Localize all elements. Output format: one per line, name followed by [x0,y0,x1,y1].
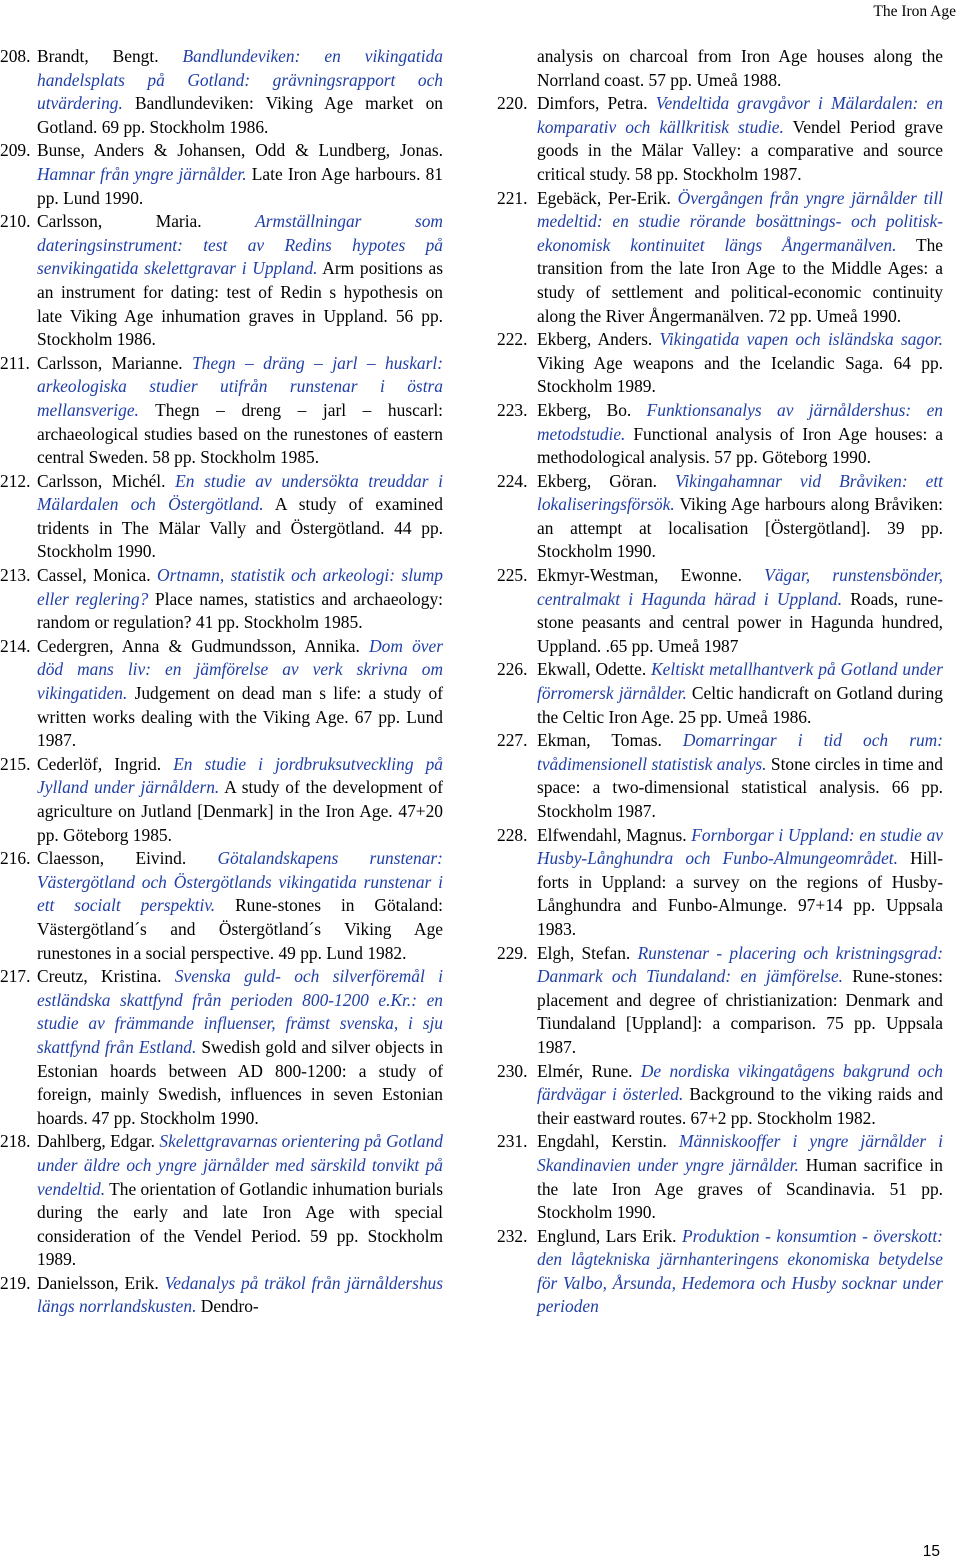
bibliography-entry [497,564,943,658]
entry-author: Cedergren, Anna & Gudmundsson, Annika. [37,635,360,656]
entry-translation: Human sacrifice in the late Iron Age graves of Scandinavia. 51 pp. Stockholm 1990. [537,1154,943,1223]
entry-title: Vendeltida gravgåvor i Mälardalen: en komparativ och källkritisk studie. [537,93,943,137]
entry-number: 212. [0,470,31,491]
continued-entry [497,45,943,92]
entry-title: Armställningar som dateringsinstrument: test av Redins hypotes på senvikingatida skelettgravar i Uppland. [37,211,443,279]
entry-body [37,1272,443,1319]
entry-translation: Late Iron Age harbours. 81 pp. Lund 1990. [37,163,443,208]
bibliography-entry [497,1060,943,1131]
entry-body [537,328,943,399]
entry-number: 216. [0,848,31,869]
entry-body [537,187,943,329]
bibliography-entry [0,965,443,1130]
entry-author: Ekberg, Göran. [537,470,658,491]
entry-body [37,753,443,847]
entry-translation: Bandlundeviken: Viking Age market on Gotland. 69 pp. Stockholm 1986. [37,93,443,137]
bibliography-entry [497,1130,943,1224]
right-column [497,45,943,1319]
entry-title: Thegn – dräng – jarl – huskarl: arkeologiska studier utifrån runstenar i östra mellansverige. [37,352,443,420]
entry-body [537,1225,943,1319]
entry-body [537,824,943,942]
entry-author: Brandt, Bengt. [37,46,159,66]
entry-number: 214. [0,635,31,656]
entry-body [537,470,943,564]
entry-number: 225. [497,565,528,586]
bibliography-entry [497,729,943,823]
entry-title: Bandlundeviken: en vikingatida handelsplats på Gotland: grävningsrapport och utvärdering. [37,46,443,114]
running-head: The Iron Age [873,3,956,20]
entry-translation: Celtic handicraft on Gotland during the Celtic Iron Age. 25 pp. Umeå 1986. [537,683,943,727]
entry-number: 228. [497,824,528,845]
entry-author: Elfwendahl, Magnus. [537,824,687,845]
entry-body [537,92,943,186]
entry-author: Englund, Lars Erik. [537,1225,677,1246]
entry-body [37,1130,443,1272]
entry-title: Övergången från yngre järnålder till medeltid: en studie rörande bosättnings- och politisk-ekonomisk kontinuitet längs Ångermanälven. [537,187,943,255]
entry-author: Cassel, Monica. [37,565,151,586]
bibliography-entry [0,470,443,564]
entry-title: Hamnar från yngre järnålder. [37,163,247,184]
entry-body [537,1060,943,1131]
entry-title: Fornborgar i Uppland: en studie av Husby-Långhundra och Funbo-Almungeområdet. [537,824,943,869]
bibliography-entry [497,470,943,564]
left-column [0,45,443,1319]
entry-title: Vikingatida vapen och isländska sagor. [659,329,943,350]
bibliography-entry [497,824,943,942]
bibliography-entry [0,45,443,139]
entry-title: Runstenar - placering och kristningsgrad: Danmark och Tiundaland: en jämförelse. [537,942,943,987]
bibliography-entry [0,1272,443,1319]
entry-body [37,470,443,564]
entry-number: 210. [0,211,31,232]
entry-translation: A study of examined tridents in The Mälar Vally and Östergötland. 44 pp. Stockholm 1990. [37,494,444,562]
entry-author: Ekman, Tomas. [537,730,662,751]
entry-number: 209. [0,140,31,161]
entry-body [537,564,943,658]
entry-body [537,1130,943,1224]
entry-body [537,658,943,729]
entry-translation: A study of the development of agriculture on Jutland [Denmark] in the Iron Age. 47+20 pp. Göteborg 1985. [37,777,443,845]
entry-author: Creutz, Kristina. [37,966,162,987]
entry-author: Dahlberg, Edgar. [37,1131,156,1152]
page-number: 15 [922,1543,940,1560]
entry-title: Vägar, runstensbönder, centralmakt i Hagunda härad i Uppland. [537,565,943,609]
bibliography-entry [497,942,943,1060]
entry-title: Götalandskapens runstenar: Västergötland och Östergötlands vikingatida runstenar i ett socialt perspektiv. [37,848,443,916]
entry-title: En studie i jordbruksutveckling på Jylland under järnåldern. [37,753,443,798]
entry-body [537,399,943,470]
entry-author: Dimfors, Petra. [537,93,648,114]
entry-author: Claesson, Eivind. [37,848,187,869]
bibliography-entry [0,210,443,352]
entry-body [37,210,443,352]
entry-translation: Hill-forts in Uppland: a survey on the regions of Husby-Långhundra and Funbo-Almunge. 97+14 pp. Uppsala 1983. [537,848,943,939]
bibliography-entry [0,564,443,635]
entry-translation: Rune-stones: placement and degree of christianization: Denmark and Tiundaland [Uppland]: a comparison. 75 pp. Uppsala 1987. [537,966,943,1057]
entry-number: 230. [497,1060,528,1081]
bibliography-entry [0,352,443,470]
entry-title: Domarringar i tid och rum: tvådimensionell statistisk analys. [537,730,944,774]
entry-number: 223. [497,399,528,420]
bibliography-entry [497,658,943,729]
entry-number: 232. [497,1225,528,1246]
entry-number: 224. [497,470,528,491]
entry-translation: Judgement on dead man s life: a study of written works dealing with the Viking Age. 67 pp. Lund 1987. [37,683,443,751]
entry-translation: Background to the viking raids and their eastward routes. 67+2 pp. Stockholm 1982. [537,1084,943,1128]
entry-author: Ekberg, Anders. [537,329,653,350]
entry-number: 220. [497,93,528,114]
entry-translation: Arm positions as an instrument for dating: test of Redin s hypothesis on late Viking Age inhumation graves in Uppland. 56 pp. Stockholm 1986. [37,258,443,350]
entry-number: 229. [497,942,528,963]
entry-number: 213. [0,565,31,586]
entry-translation: Dendro- [200,1296,259,1317]
entry-translation: Thegn – dreng – jarl – huscarl: archaeological studies based on the runestones of eastern central Sweden. 58 pp. Stockholm 1985. [37,399,443,468]
entry-title: Vedanalys på träkol från järnåldershus längs norrlandskusten. [37,1272,444,1317]
entry-number: 221. [497,187,528,208]
entry-author: Cederlöf, Ingrid. [37,753,162,774]
bibliography-entry [0,139,443,210]
entry-title: De nordiska vikingatågens bakgrund och färdvägar i österled. [537,1060,944,1105]
entry-title: Vikingahamnar vid Bråviken: ett lokaliseringsförsök. [537,470,943,515]
entry-translation: Place names, statistics and archaeology: random or regulation? 41 pp. Stockholm 1985. [37,588,443,633]
entry-title: Funktionsanalys av järnåldershus: en metodstudie. [537,399,944,444]
entry-author: Elmér, Rune. [537,1060,633,1081]
bibliography-entry [0,635,443,753]
entry-translation: Swedish gold and silver objects in Estonian hoards between AD 800-1200: a study of foreign, mainly Swedish, influences in seven Estonian hoards. 47 pp. Stockholm 1990. [37,1036,443,1128]
entry-title: En studie av undersökta treuddar i Mälardalen och Östergötland. [37,470,443,515]
entry-translation: Functional analysis of Iron Age houses: a methodological analysis. 57 pp. Göteborg 1990. [537,423,943,468]
entry-title: Människooffer i yngre järnålder i Skandinavien under yngre järnålder. [537,1131,943,1175]
entry-title: Dom över död mans liv: en jämförelse av verk skrivna om vikingatiden. [37,635,443,704]
entry-translation: Stone circles in time and space: a two-dimensional statistical analysis. 66 pp. Stockholm 1987. [537,753,943,821]
bibliography-entry [497,1225,943,1319]
entry-body [37,965,443,1130]
entry-author: Danielsson, Erik. [37,1272,159,1293]
bibliography-entry [497,399,943,470]
entry-author: Carlsson, Michél. [37,470,166,491]
entry-title: Produktion - konsumtion - överskott: den lågtekniska järnhanteringens ekonomiska betydelse för Valbo, Årsunda, Hedemora och Husby socknar under perioden [537,1225,943,1317]
entry-translation: Rune-stones in Götaland: Västergötland´s and Östergötland´s Viking Age runestones in a social perspective. 49 pp. Lund 1982. [37,895,443,963]
entry-body [37,352,443,470]
entry-translation: The orientation of Gotlandic inhumation burials during the early and late Iron Age with special consideration of the Vendel Period. 59 pp. Stockholm 1989. [37,1178,443,1270]
entry-author: Bunse, Anders & Johansen, Odd & Lundberg, Jonas. [37,140,443,161]
entry-title: Keltiskt metallhantverk på Gotland under förromersk järnålder. [537,659,943,704]
entry-number: 227. [497,730,528,751]
continued-text: analysis on charcoal from Iron Age houses along the Norrland coast. 57 pp. Umeå 1988. [537,46,943,90]
entry-body [537,942,943,1060]
entry-body [37,45,443,139]
entry-author: Engdahl, Kerstin. [537,1131,667,1152]
entry-number: 215. [0,753,31,774]
entry-body [37,564,443,635]
entry-number: 231. [497,1131,528,1152]
entry-author: Egebäck, Per-Erik. [537,187,671,208]
entry-author: Carlsson, Marianne. [37,352,183,373]
entry-translation: Vendel Period grave goods in the Mälar Valley: a comparative and source critical study. 58 pp. Stockholm 1987. [537,116,943,184]
entry-author: Ekberg, Bo. [537,399,632,420]
bibliography-entry [0,847,443,965]
entry-translation: Viking Age harbours along Bråviken: an attempt at localisation [Östergötland]. 39 pp. Stockholm 1990. [537,494,943,562]
bibliography-entry [0,1130,443,1272]
entry-body [537,729,943,823]
bibliography-entry [497,92,943,186]
entry-author: Elgh, Stefan. [537,942,631,963]
entry-body [37,139,443,210]
entry-author: Ekmyr-Westman, Ewonne. [537,565,742,586]
entry-number: 219. [0,1272,31,1293]
bibliography-entry [0,753,443,847]
entry-body [37,635,443,753]
entry-number: 222. [497,329,528,350]
entry-translation: Roads, rune-stone peasants and central power in Hagunda hundred, Uppland. .65 pp. Umeå 1987 [537,588,943,656]
entry-author: Ekwall, Odette. [537,659,647,680]
entry-number: 211. [0,352,30,373]
entry-number: 217. [0,966,31,987]
entry-title: Ortnamn, statistik och arkeologi: slump eller reglering? [37,565,443,609]
entry-title: Svenska guld- och silverföremål i estländska skattfynd från perioden 800-1200 e.Kr.: en studie av främmande influenser, främst svenska, i sju skattfynd från Estland. [37,966,443,1057]
entry-translation: Viking Age weapons and the Icelandic Saga. 64 pp. Stockholm 1989. [537,352,943,397]
entry-number: 208. [0,46,31,66]
entry-number: 218. [0,1131,31,1152]
entry-body [37,847,443,965]
entry-title: Skelettgravarnas orientering på Gotland under äldre och yngre järnålder med särskild tonvikt på vendeltid. [37,1131,443,1199]
entry-author: Carlsson, Maria. [37,211,202,232]
bibliography-entry [497,187,943,329]
entry-number: 226. [497,659,528,680]
entry-translation: The transition from the late Iron Age to the Middle Ages: a study of settlement and political-economic continuity along the River Ångermanälven. 72 pp. Umeå 1990. [537,234,943,326]
bibliography-entry [497,328,943,399]
